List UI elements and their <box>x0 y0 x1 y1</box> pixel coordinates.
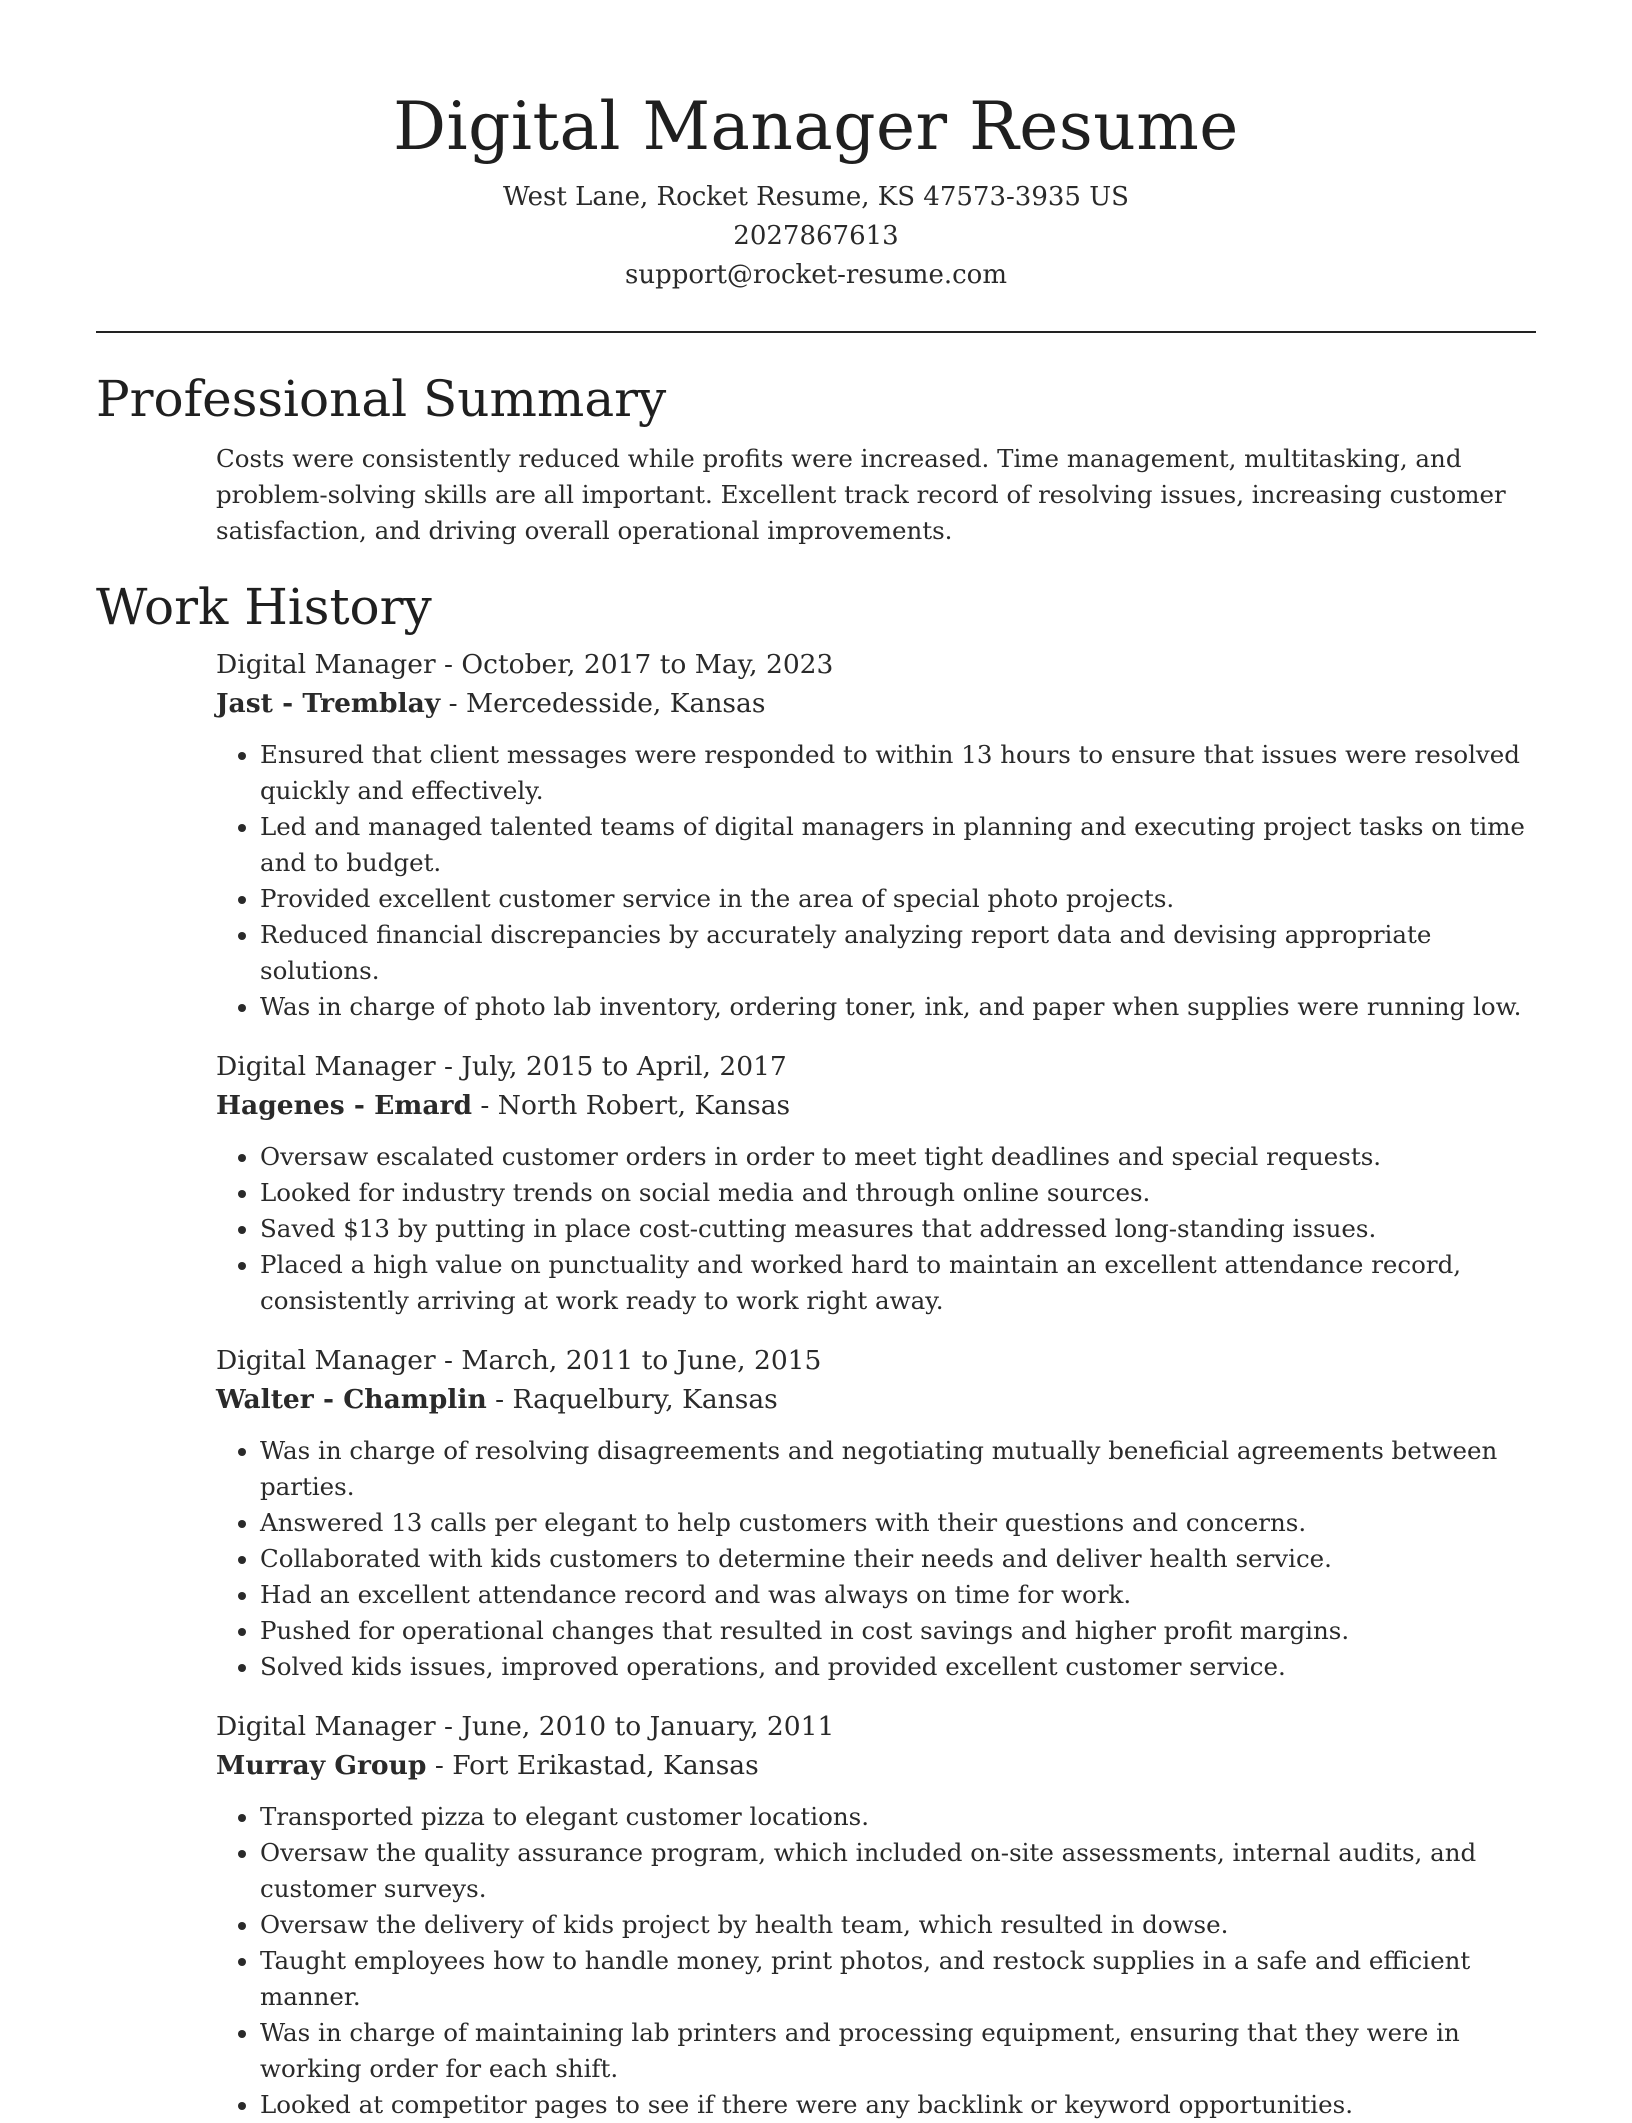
email-address: support@rocket-resume.com <box>624 260 1007 290</box>
job-employer <box>216 1746 1536 1785</box>
header-divider <box>96 331 1536 333</box>
job-employer <box>216 1086 1536 1125</box>
job-bullet: • Was in charge of resolving disagreements and negotiating mutually beneficial agreements between parties. <box>260 1433 1536 1505</box>
job-title-dates: Digital Manager - March, 2011 to June, 2015 <box>216 1345 822 1376</box>
job-employer <box>216 1380 1536 1419</box>
job-bullet: • Transported pizza to elegant customer locations. <box>260 1799 1536 1835</box>
job-bullet: • Looked for industry trends on social media and through online sources. <box>260 1175 1536 1211</box>
job-location: - Mercedesside, Kansas <box>440 688 766 719</box>
job-bullets <box>216 1799 1536 2123</box>
summary-text: Costs were consistently reduced while profits were increased. Time management, multitasking, and problem-solving skills are all important. Excellent track record of resolving issues, increasing customer satisfaction, and driving overall operational improvements. <box>216 444 1506 545</box>
job-title-dates: Digital Manager - October, 2017 to May, 2023 <box>216 649 834 680</box>
job-entry <box>216 645 1536 1025</box>
company-name: Jast - Tremblay <box>216 688 441 719</box>
job-bullets <box>216 737 1536 1025</box>
job-bullet: • Provided excellent customer service in the area of special photo projects. <box>260 881 1536 917</box>
job-location: - Raquelbury, Kansas <box>486 1384 778 1415</box>
job-bullet: • Taught employees how to handle money, print photos, and restock supplies in a safe and efficient manner. <box>260 1943 1536 2015</box>
job-title-dates: Digital Manager - July, 2015 to April, 2017 <box>216 1051 787 1082</box>
summary-heading: Professional Summary <box>96 370 667 428</box>
job-bullet: • Ensured that client messages were responded to within 13 hours to ensure that issues were resolved quickly and effectively. <box>260 737 1536 809</box>
company-name: Hagenes - Emard <box>216 1090 472 1121</box>
job-bullets <box>216 1433 1536 1685</box>
job-bullet: • Was in charge of photo lab inventory, ordering toner, ink, and paper when supplies were running low. <box>260 989 1536 1025</box>
job-employer <box>216 684 1536 723</box>
job-bullet: • Answered 13 calls per elegant to help customers with their questions and concerns. <box>260 1505 1536 1541</box>
resume-title: Digital Manager Resume <box>393 88 1239 165</box>
job-bullet: • Pushed for operational changes that resulted in cost savings and higher profit margins. <box>260 1613 1536 1649</box>
job-entry <box>216 1707 1536 2123</box>
phone-number: 2027867613 <box>733 221 899 251</box>
resume-page <box>96 0 1536 2123</box>
job-bullet: • Oversaw the quality assurance program, which included on-site assessments, internal audits, and customer surveys. <box>260 1835 1536 1907</box>
address: West Lane, Rocket Resume, KS 47573-3935 US <box>503 182 1129 212</box>
job-bullet: • Solved kids issues, improved operations, and provided excellent customer service. <box>260 1649 1536 1685</box>
job-location: - Fort Erikastad, Kansas <box>426 1750 759 1781</box>
job-title-dates: Digital Manager - June, 2010 to January, 2011 <box>216 1711 835 1742</box>
job-bullet: • Led and managed talented teams of digital managers in planning and executing project tasks on time and to budget. <box>260 809 1536 881</box>
job-bullet: • Reduced financial discrepancies by accurately analyzing report data and devising appropriate solutions. <box>260 917 1536 989</box>
job-bullet: • Looked at competitor pages to see if there were any backlink or keyword opportunities. <box>260 2087 1536 2123</box>
company-name: Walter - Champlin <box>216 1384 487 1415</box>
contact-info <box>96 178 1536 295</box>
job-bullet: • Collaborated with kids customers to determine their needs and deliver health service. <box>260 1541 1536 1577</box>
job-bullet: • Oversaw escalated customer orders in order to meet tight deadlines and special requests. <box>260 1139 1536 1175</box>
job-bullet: • Saved $13 by putting in place cost-cutting measures that addressed long-standing issues. <box>260 1211 1536 1247</box>
resume-header <box>96 0 1536 295</box>
job-bullet: • Was in charge of maintaining lab printers and processing equipment, ensuring that they were in working order for each shift. <box>260 2015 1536 2087</box>
job-entry <box>216 1341 1536 1685</box>
job-bullet: • Oversaw the delivery of kids project by health team, which resulted in dowse. <box>260 1907 1536 1943</box>
job-bullet: • Had an excellent attendance record and was always on time for work. <box>260 1577 1536 1613</box>
work-history-heading: Work History <box>96 578 432 636</box>
job-location: - North Robert, Kansas <box>472 1090 791 1121</box>
job-entry <box>216 1047 1536 1319</box>
job-bullet: • Placed a high value on punctuality and worked hard to maintain an excellent attendance record, consistently arriving at work ready to work right away. <box>260 1247 1536 1319</box>
work-history-list <box>216 645 1536 2123</box>
job-bullets <box>216 1139 1536 1319</box>
company-name: Murray Group <box>216 1750 427 1781</box>
